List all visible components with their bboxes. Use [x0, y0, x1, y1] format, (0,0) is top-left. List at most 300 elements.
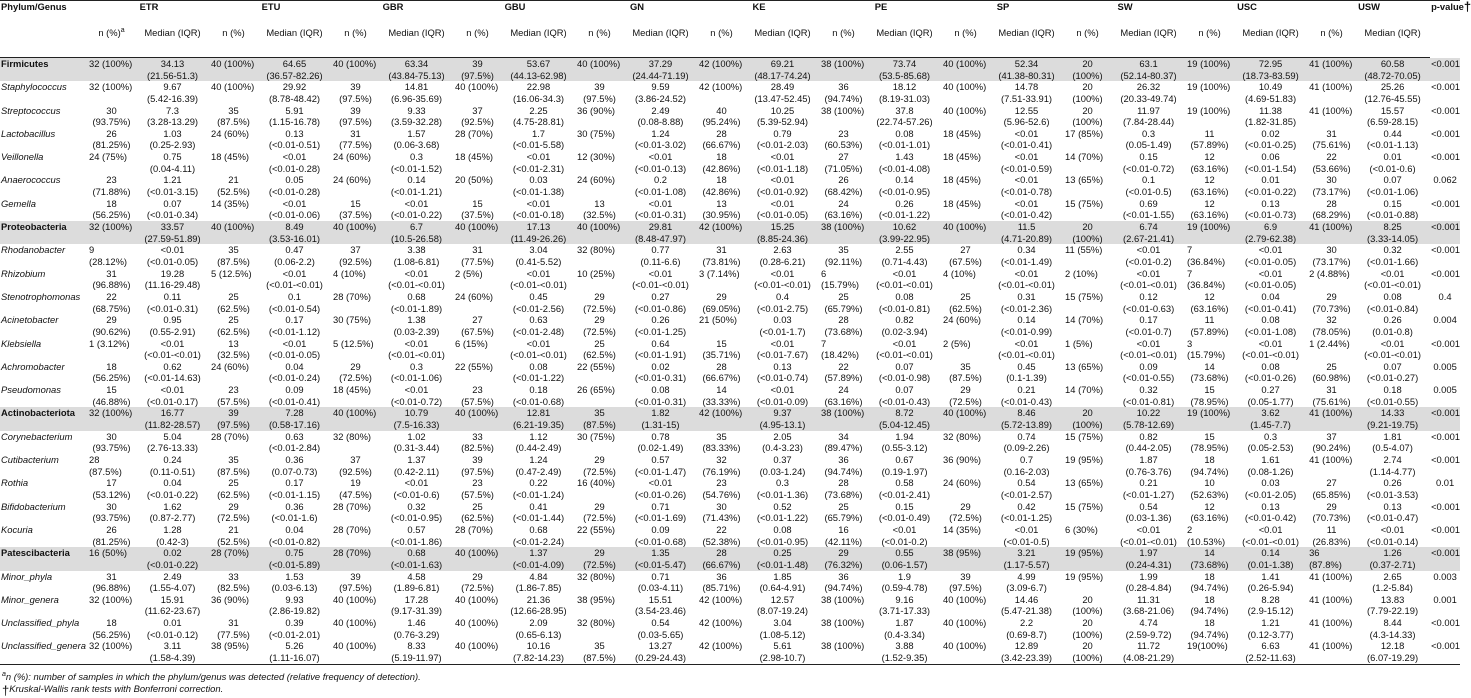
cell-median-iqr [1111, 105, 1186, 128]
cell-n-percent: 33 (82.5%) [461, 430, 494, 454]
subheader-n-label: n (%) [1076, 27, 1099, 38]
cell-iqr: (<0.01-0.42) [1244, 512, 1297, 524]
cell-median-iqr [501, 431, 576, 454]
cell-n-percent: 32 (76.19%) [702, 454, 741, 477]
cell-iqr: (0.31-3.44) [393, 442, 440, 454]
cell-n-percent: 40 (100%) [942, 221, 989, 244]
cell-median: 0.14 [1261, 547, 1280, 559]
cell-median-iqr [989, 81, 1064, 104]
cell-median: 29.92 [282, 81, 307, 93]
cell-median-iqr [867, 314, 942, 337]
cell-n-percent: 35 (87.5%) [217, 104, 250, 128]
cell-median: 2.2 [1020, 617, 1034, 629]
footnote-a-mark: a [2, 670, 6, 678]
cell-median-iqr [867, 291, 942, 314]
cell-n-percent: 28 (70%) [332, 547, 379, 570]
cell-pvalue: <0.001 [1431, 267, 1460, 279]
cell-n-percent: 26 (68.42%) [824, 174, 863, 198]
cell-median-iqr [135, 151, 210, 174]
cell-median-iqr [989, 314, 1064, 337]
cell-iqr: (<0.01-<0.01) [876, 279, 933, 291]
cell-n-percent: 15 (78.95%) [1190, 384, 1229, 407]
cell-iqr: (6.59-28.15) [1367, 116, 1419, 128]
cell-median: 64.65 [282, 58, 307, 69]
subheader-n [1064, 27, 1111, 58]
cell-median: 0.57 [651, 454, 670, 466]
cell-median-iqr [1233, 617, 1308, 640]
cell-median-iqr [989, 128, 1064, 151]
cell-median: 69.21 [770, 58, 795, 69]
cell-iqr: (27.59-51.89) [144, 232, 201, 244]
cell-n-percent: 40 (100%) [943, 104, 987, 116]
cell-iqr: (0.47-2.49) [515, 465, 562, 477]
cell-pvalue: 0.005 [1433, 384, 1457, 396]
cell-iqr: (<0.01-0.25) [1244, 139, 1297, 151]
cell-iqr: (0.64-4.91) [759, 582, 806, 594]
cell-median: <0.01 [770, 197, 795, 209]
cell-n-percent: 39 (97.5%) [454, 58, 501, 82]
cell-n-percent: 29 (70.73%) [1312, 290, 1351, 314]
cell-n-percent: 40 (100%) [333, 617, 377, 629]
cell-median-iqr [257, 454, 332, 477]
cell-n-percent: 25 (62.5%) [217, 290, 250, 314]
cell-median-iqr [623, 640, 698, 664]
cell-median-iqr [1233, 244, 1308, 267]
cell-n-percent: 14 (70%) [1065, 384, 1104, 396]
cell-iqr: (8.19-31.03) [878, 92, 931, 104]
cell-median-iqr [989, 291, 1064, 314]
cell-median-iqr [867, 501, 942, 524]
cell-iqr: (2.79-62.38) [1245, 232, 1297, 244]
cell-n-percent: 40 (100%) [210, 221, 257, 244]
cell-n-percent: 17 (85%) [1065, 127, 1104, 139]
cell-median-iqr [1233, 571, 1308, 594]
cell-median-iqr [501, 640, 576, 664]
cell-n-percent: 20 (50%) [455, 174, 494, 186]
cell-n-percent: 20 (100%) [1064, 640, 1111, 664]
cell-median: <0.01 [1014, 127, 1039, 139]
cell-iqr: (<0.01-0.43) [878, 395, 931, 407]
subheader-n [1186, 27, 1233, 58]
cell-n-percent: 27 (67.5%) [949, 244, 982, 267]
cell-median-iqr [501, 454, 576, 477]
cell-median: 9.37 [773, 407, 792, 419]
cell-iqr: (<0.01-<0.01) [876, 349, 933, 361]
cell-median: <0.01 [770, 384, 795, 396]
cell-median: 13.83 [1380, 593, 1405, 605]
cell-iqr: (<0.01-1.21) [390, 186, 443, 198]
cell-n-percent: 18 (94.74%) [1190, 617, 1229, 640]
cell-median-iqr [1355, 268, 1430, 291]
cell-n-percent: 40 (100%) [333, 593, 377, 605]
cell-median-iqr [867, 640, 942, 664]
cell-median: 37.8 [895, 104, 914, 116]
cell-n-percent: 41 (100%) [1309, 104, 1353, 116]
header-group-sw: SW [1064, 1, 1186, 28]
cell-median: 0.62 [163, 360, 182, 372]
cell-n-percent: 20 (100%) [1072, 617, 1103, 640]
cell-median-iqr [257, 640, 332, 664]
cell-iqr: (0.44-2.05) [1125, 442, 1172, 454]
cell-median-iqr [623, 105, 698, 128]
cell-median-iqr [1233, 338, 1308, 361]
cell-median-iqr [379, 105, 454, 128]
cell-median-iqr [867, 431, 942, 454]
cell-median: 10.79 [404, 407, 429, 419]
cell-median: 0.27 [651, 290, 670, 302]
cell-n-percent: 28 (66.67%) [702, 127, 741, 151]
cell-median-iqr [379, 291, 454, 314]
cell-n-percent: 27 (65.85%) [1312, 477, 1351, 500]
cell-iqr: (<0.01-0.41) [1244, 302, 1297, 314]
cell-median-iqr [623, 501, 698, 524]
footnote-a-text: n (%): number of samples in which the phylum/genus was detected (relative frequency of detection). [5, 671, 421, 682]
cell-n-percent: 18 (94.74%) [1190, 454, 1229, 477]
cell-iqr: (<0.01-0.99) [1000, 325, 1053, 337]
cell-median-iqr [257, 314, 332, 337]
cell-median: 4.58 [407, 570, 426, 582]
cell-median: 0.08 [895, 127, 914, 139]
subheader-median: Median (IQR) [1111, 27, 1186, 58]
cell-median-iqr [745, 431, 820, 454]
cell-median: 1.97 [1139, 547, 1158, 559]
cell-median-iqr [989, 477, 1064, 500]
cell-n-percent: 12 (63.16%) [1190, 151, 1229, 174]
cell-median-iqr [1355, 198, 1430, 221]
cell-median-iqr [257, 58, 332, 82]
cell-median-iqr [1111, 571, 1186, 594]
cell-median-iqr [135, 407, 210, 430]
cell-median: 0.68 [407, 290, 426, 302]
cell-iqr: (<0.01-<0.01) [388, 279, 445, 291]
cell-iqr: (3.28-13.29) [146, 116, 199, 128]
cell-median-iqr [379, 244, 454, 267]
cell-iqr: (<0.01-0.95) [390, 512, 443, 524]
cell-median: 5.04 [163, 430, 182, 442]
cell-median-iqr [257, 361, 332, 384]
cell-median-iqr [379, 384, 454, 407]
cell-n-percent: 29 (72.5%) [583, 454, 616, 477]
cell-median: 0.02 [1261, 127, 1280, 139]
cell-n-percent: 40 (100%) [576, 221, 623, 244]
cell-n-percent: 33 (82.5%) [217, 570, 250, 594]
cell-median-iqr [989, 244, 1064, 267]
cell-n-percent: 12 (63.16%) [1190, 500, 1229, 524]
cell-iqr: (<0.01-14.63) [144, 372, 201, 384]
cell-iqr: (<0.01-0.17) [146, 395, 199, 407]
cell-median-iqr [989, 58, 1064, 82]
cell-median-iqr [623, 384, 698, 407]
cell-median-iqr [745, 268, 820, 291]
cell-median: 0.34 [1017, 244, 1036, 256]
row-name: Minor_genera [1, 593, 59, 605]
cell-n-percent: 36 (85.71%) [702, 570, 741, 594]
cell-iqr: (9.17-31.39) [390, 605, 443, 617]
cell-pvalue: <0.001 [1431, 500, 1460, 512]
cell-median: 1.61 [1261, 454, 1280, 466]
cell-median-iqr [1355, 594, 1430, 617]
subheader-n-label: n (%) [222, 27, 245, 38]
cell-median-iqr [501, 524, 576, 547]
cell-iqr: (2.86-19.82) [268, 605, 321, 617]
cell-n-percent: 41 (100%) [1309, 593, 1353, 605]
cell-n-percent: 19 (100%) [1187, 104, 1231, 116]
cell-median: 2.49 [651, 104, 670, 116]
cell-iqr: (<0.01-0.34) [146, 209, 199, 221]
cell-iqr: (<0.01-<0.01) [1242, 535, 1299, 547]
cell-median: 0.15 [1383, 197, 1402, 209]
cell-median-iqr [501, 58, 576, 82]
genus-row [0, 384, 1460, 407]
cell-n-percent: 26 (81.25%) [92, 127, 131, 151]
cell-median-iqr [501, 128, 576, 151]
cell-median-iqr [867, 338, 942, 361]
subheader-n [210, 27, 257, 58]
cell-n-percent: 28 (70%) [455, 523, 494, 535]
cell-iqr: (<0.01-2.41) [878, 488, 931, 500]
cell-pvalue: <0.001 [1430, 547, 1460, 570]
cell-iqr: (0.25-2.93) [149, 139, 196, 151]
cell-median-iqr [867, 151, 942, 174]
cell-n-percent: 30 (93.75%) [92, 104, 131, 128]
cell-median: 0.55 [895, 547, 914, 559]
cell-iqr: (<0.01-0.42) [1000, 209, 1053, 221]
cell-n-percent: 40 (100%) [454, 221, 501, 244]
cell-median-iqr [1355, 244, 1430, 267]
cell-n-percent: 15 (37.5%) [461, 197, 494, 221]
cell-n-percent: 15 (46.88%) [92, 384, 131, 407]
cell-n-percent: 31 (75.61%) [1312, 127, 1351, 151]
cell-n-percent: 38 (95%) [210, 640, 257, 664]
cell-iqr: (1.89-6.81) [393, 582, 440, 594]
cell-median: 12.89 [1014, 640, 1039, 652]
cell-median: 1.81 [1383, 430, 1402, 442]
phylum-row [0, 221, 1460, 244]
cell-median-iqr [1355, 547, 1430, 570]
cell-iqr: (0.42-2.11) [393, 465, 440, 477]
cell-n-percent: 32 (80%) [333, 430, 372, 442]
cell-n-percent: 40 (100%) [455, 593, 499, 605]
cell-n-percent: 18 (45%) [943, 151, 982, 163]
cell-iqr: (<0.01-0.05) [146, 255, 199, 267]
cell-n-percent: 18 (45%) [943, 197, 982, 209]
cell-n-percent: 40 (100%) [332, 58, 379, 82]
row-name: Rhizobium [1, 267, 46, 279]
cell-median-iqr [257, 105, 332, 128]
cell-iqr: (0.04-4.11) [149, 162, 196, 174]
cell-median: 10.62 [892, 221, 917, 233]
cell-median: 14.78 [1014, 81, 1039, 93]
row-name: Minor_phyla [1, 570, 53, 582]
cell-pvalue: <0.001 [1430, 221, 1460, 244]
cell-median: <0.01 [648, 477, 673, 489]
cell-median: 4.74 [1139, 617, 1158, 629]
cell-median: 13.27 [648, 640, 673, 652]
cell-median: 0.17 [285, 477, 304, 489]
cell-n-percent: 23 (71.88%) [92, 174, 131, 198]
cell-n-percent: 29 (72.5%) [217, 500, 250, 524]
cell-n-percent: 29 (72.5%) [583, 500, 616, 524]
cell-iqr: (0.03-6.13) [271, 582, 318, 594]
cell-iqr: (<0.01-<0.01) [754, 279, 811, 291]
cell-n-percent: 14 (70%) [1065, 151, 1104, 163]
cell-iqr: (<0.01-1.69) [634, 512, 687, 524]
cell-median: <0.01 [1258, 267, 1283, 279]
row-name: Actinobacteriota [0, 407, 88, 430]
cell-n-percent: 25 (65.79%) [824, 500, 863, 524]
cell-median-iqr [135, 198, 210, 221]
cell-median: 0.3 [775, 477, 790, 489]
cell-n-percent: 30 (71.43%) [702, 500, 741, 524]
cell-median-iqr [745, 244, 820, 267]
genus-row [0, 105, 1460, 128]
cell-n-percent: 19 (95%) [1065, 570, 1104, 582]
cell-n-percent: 25 (62.5%) [217, 314, 250, 337]
cell-n-percent: 3 (7.14%) [699, 267, 740, 279]
subheader-n-label: n (%) [466, 27, 489, 38]
cell-median-iqr [1233, 361, 1308, 384]
cell-iqr: (0.4-3.23) [762, 442, 803, 454]
cell-median-iqr [1111, 198, 1186, 221]
cell-iqr: (0.55-2.91) [149, 325, 196, 337]
cell-median-iqr [1355, 58, 1430, 82]
cell-median: 34.13 [160, 58, 185, 69]
cell-median-iqr [501, 617, 576, 640]
cell-median-iqr [867, 454, 942, 477]
cell-pvalue: 0.003 [1433, 570, 1457, 582]
cell-n-percent: 22 (55%) [455, 360, 494, 372]
cell-iqr: (20.33-49.74) [1120, 92, 1177, 104]
cell-iqr: (<0.01-1.27) [1122, 488, 1175, 500]
cell-n-percent: 24 (60%) [943, 314, 982, 326]
cell-median: 1.37 [529, 547, 548, 559]
cell-iqr: (0.08-8.88) [637, 116, 684, 128]
cell-median-iqr [379, 338, 454, 361]
cell-iqr: (0.11-0.51) [149, 465, 196, 477]
cell-pvalue: <0.001 [1431, 81, 1460, 93]
cell-median: 12.81 [526, 407, 551, 419]
cell-median-iqr [1233, 640, 1308, 664]
cell-n-percent: 16 (50%) [88, 547, 135, 570]
cell-n-percent: 11 (57.89%) [1190, 314, 1229, 337]
cell-median: 1.28 [163, 523, 182, 535]
cell-median: 11.97 [1137, 104, 1160, 116]
cell-median: 26.32 [1136, 81, 1161, 93]
cell-iqr: (<0.01-0.47) [1366, 512, 1419, 524]
cell-median: 9.16 [895, 593, 914, 605]
cell-n-percent: 31 (96.88%) [92, 267, 131, 291]
cell-median: 12.18 [1380, 640, 1405, 652]
cell-median-iqr [623, 547, 698, 570]
cell-median-iqr [989, 384, 1064, 407]
cell-median-iqr [623, 221, 698, 244]
cell-median: <0.01 [1380, 523, 1405, 535]
cell-n-percent: 25 (62.5%) [461, 500, 494, 524]
cell-median: 0.7 [1020, 454, 1034, 466]
cell-iqr: (<0.01-1.48) [756, 558, 809, 570]
cell-iqr: (<0.01-0.27) [1366, 372, 1419, 384]
cell-n-percent: 38 (95%) [577, 593, 616, 605]
subheader-n-label: n (%) [1320, 27, 1343, 38]
cell-iqr: (<0.01-<0.01) [632, 279, 689, 291]
cell-median-iqr [1233, 268, 1308, 291]
cell-median: 0.18 [529, 384, 548, 396]
cell-median-iqr [1355, 338, 1430, 361]
cell-n-percent: 28 (70%) [333, 523, 372, 535]
cell-iqr: (<0.01-0.05) [1244, 255, 1297, 267]
cell-median-iqr [257, 524, 332, 547]
cell-median-iqr [379, 477, 454, 500]
cell-median-iqr [1355, 105, 1430, 128]
cell-iqr: (4.3-14.33) [1369, 628, 1416, 640]
subheader-median: Median (IQR) [1355, 27, 1430, 58]
cell-median: 5.61 [773, 640, 792, 652]
subheader-n-label: n (%) [344, 27, 367, 38]
cell-iqr: (0.02-3.94) [881, 325, 928, 337]
cell-iqr: (1.15-16.78) [268, 116, 321, 128]
cell-median: <0.01 [1136, 267, 1161, 279]
cell-n-percent: 40 (100%) [210, 58, 257, 82]
cell-iqr: (1.86-7.85) [515, 582, 562, 594]
cell-median: 0.22 [529, 477, 548, 489]
subheader-n-label: n (%) [588, 27, 611, 38]
header-group-etu: ETU [210, 1, 332, 28]
cell-iqr: (<0.01-0.31) [634, 372, 687, 384]
cell-iqr: (0.02-1.49) [637, 442, 684, 454]
cell-iqr: (<0.01-<0.01) [1364, 349, 1421, 361]
cell-n-percent: 14 (73.68%) [1190, 360, 1229, 384]
cell-iqr: (<0.01-0.2) [1125, 255, 1172, 267]
genus-row [0, 640, 1460, 664]
cell-median-iqr [257, 617, 332, 640]
cell-median-iqr [1111, 384, 1186, 407]
cell-iqr: (<0.01-0.63) [1122, 302, 1175, 314]
cell-iqr: (<0.01-1.22) [756, 512, 809, 524]
genus-row [0, 128, 1460, 151]
cell-n-percent: 39 (97.5%) [339, 81, 372, 104]
cell-iqr: (<0.01-0.18) [512, 209, 565, 221]
cell-iqr: (<0.01-0.86) [634, 302, 687, 314]
header-pvalue-mark: † [1463, 0, 1471, 14]
cell-median-iqr [1111, 407, 1186, 430]
cell-n-percent: 18 (56.25%) [92, 617, 131, 640]
cell-median: 2.74 [1383, 454, 1402, 466]
cell-median-iqr [1355, 221, 1430, 244]
cell-n-percent: 40 (100%) [211, 81, 255, 93]
cell-iqr: (1.58-4.39) [149, 652, 196, 664]
cell-median-iqr [1111, 361, 1186, 384]
cell-iqr: (<0.01-0.2) [881, 535, 928, 547]
cell-median: 0.64 [651, 337, 670, 349]
cell-median-iqr [989, 268, 1064, 291]
cell-iqr: (<0.01-5.89) [268, 558, 321, 570]
cell-n-percent: 28 (68.29%) [1312, 197, 1351, 221]
cell-median: <0.01 [526, 151, 551, 163]
cell-median-iqr [989, 174, 1064, 197]
footnote-b-text: Kruskal-Wallis rank tests with Bonferroni correction. [9, 683, 224, 694]
cell-median: 1.57 [407, 127, 426, 139]
phylum-row [0, 58, 1460, 82]
cell-iqr: (<0.01-<0.01) [998, 279, 1055, 291]
cell-median-iqr [1111, 524, 1186, 547]
cell-n-percent: 29 (72.5%) [949, 500, 982, 524]
cell-median-iqr [1111, 174, 1186, 197]
cell-median-iqr [623, 244, 698, 267]
cell-median: 0.11 [163, 290, 182, 302]
cell-iqr: (<0.01-0.22) [390, 209, 443, 221]
cell-n-percent: 21 (52.5%) [217, 523, 250, 547]
cell-median: 0.02 [651, 360, 670, 372]
